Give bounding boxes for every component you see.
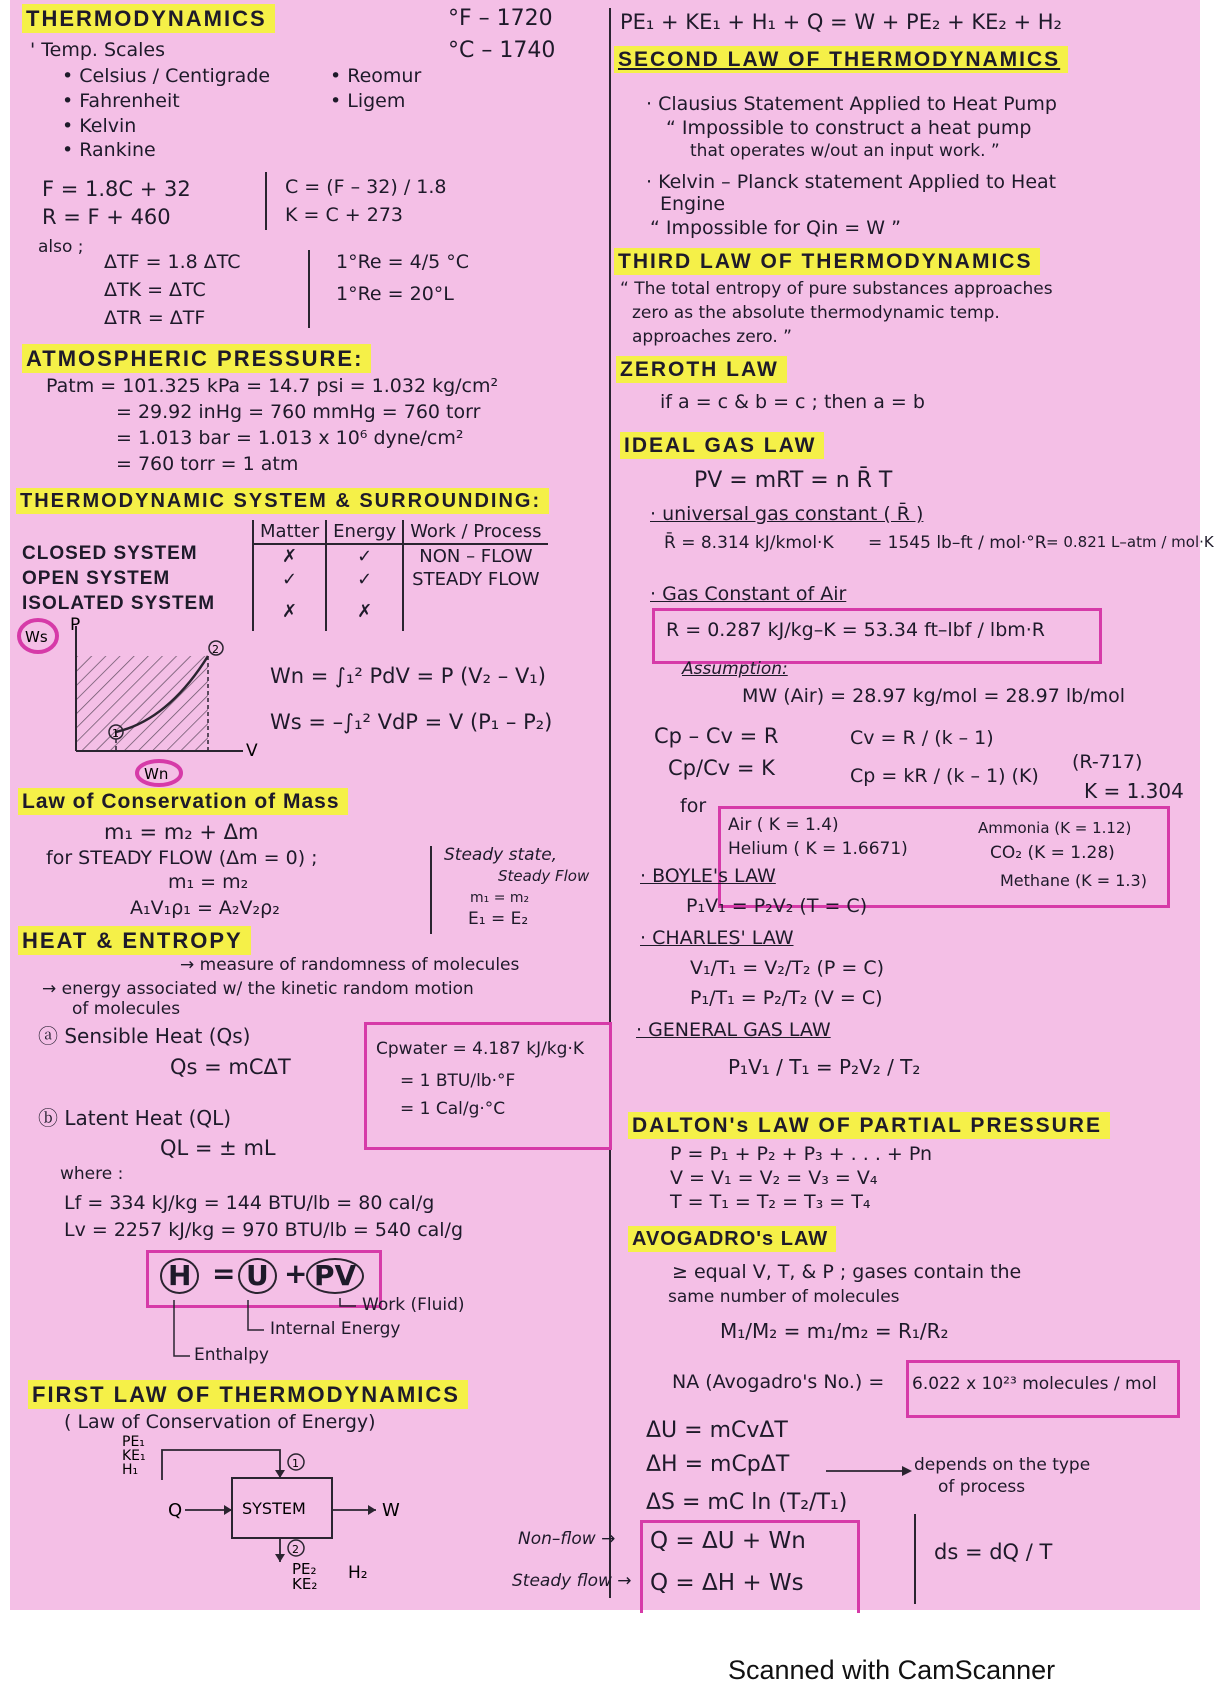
w-label: W xyxy=(382,1500,400,1521)
avogadro-number-label: NA (Avogadro's No.) = xyxy=(672,1371,885,1393)
cv-formula: Cv = R / (k – 1) xyxy=(850,727,994,749)
conv-f: F = 1.8C + 32 xyxy=(42,177,191,201)
where-label: where : xyxy=(60,1164,124,1184)
ws-area xyxy=(76,656,208,751)
c1740: °C – 1740 xyxy=(448,38,556,63)
ws-label: Ws xyxy=(25,628,48,646)
system-table xyxy=(252,520,548,631)
table-cell: ✗ xyxy=(326,591,403,631)
gas-constant-air-label: · Gas Constant of Air xyxy=(650,583,847,605)
outlet-2-label: 2 xyxy=(292,1543,299,1556)
dalton-t: T = T₁ = T₂ = T₃ = T₄ xyxy=(670,1191,871,1213)
table-cell: ✓ xyxy=(326,544,403,568)
scale-kelvin: • Kelvin xyxy=(62,115,137,137)
cp-over-cv: Cp/Cv = K xyxy=(668,756,775,780)
column-divider xyxy=(609,8,611,1598)
r-air: R = 0.287 kJ/kg–K = 53.34 ft–lbf / lbm·R xyxy=(666,619,1045,641)
avogadro-number: 6.022 x 10²³ molecules / mol xyxy=(912,1374,1157,1394)
system-title: THERMODYNAMIC SYSTEM & SURROUNDING: xyxy=(16,488,549,514)
boyles-law-eq: P₁V₁ = P₂V₂ (T = C) xyxy=(686,895,868,917)
avogadro-ratio: M₁/M₂ = m₁/m₂ = R₁/R₂ xyxy=(720,1319,949,1343)
scanner-watermark: Scanned with CamScanner xyxy=(728,1655,1056,1685)
th-work: Work / Process xyxy=(403,520,547,544)
ke1-label: KE₁ xyxy=(122,1448,146,1464)
u-symbol: U xyxy=(238,1258,277,1294)
zeroth-law: if a = c & b = c ; then a = b xyxy=(660,391,925,413)
table-cell: ✓ xyxy=(253,568,326,591)
steady-note-3: m₁ = m₂ xyxy=(470,890,530,906)
r-universal-1: R̄ = 8.314 kJ/kmol·K xyxy=(664,533,834,553)
table-cell: ✗ xyxy=(253,591,326,631)
closed-system: CLOSED SYSTEM xyxy=(22,543,198,564)
delta-h: ΔH = mCpΔT xyxy=(646,1452,790,1477)
pe1-label: PE₁ xyxy=(122,1434,145,1450)
pe2-label: PE₂ xyxy=(292,1560,317,1578)
reo-l: 1°Re = 20°L xyxy=(336,283,454,305)
conv-k: K = C + 273 xyxy=(285,204,403,226)
general-gas-label: · GENERAL GAS LAW xyxy=(636,1019,831,1041)
conv-separator xyxy=(265,172,267,230)
entropy-separator xyxy=(914,1514,916,1604)
title-thermodynamics: THERMODYNAMICS xyxy=(22,4,275,33)
h-equals: = xyxy=(212,1257,236,1290)
general-gas-eq: P₁V₁ / T₁ = P₂V₂ / T₂ xyxy=(728,1055,921,1079)
r717-label: (R-717) xyxy=(1072,751,1143,773)
note-internal-energy: Internal Energy xyxy=(270,1319,401,1339)
wn-equation: Wn = ∫₁² PdV = P (V₂ – V₁) xyxy=(270,664,546,688)
table-cell: ✓ xyxy=(326,568,403,591)
scale-rankine: • Rankine xyxy=(62,139,156,161)
k-ammonia: Ammonia (K = 1.12) xyxy=(978,819,1132,837)
scale-ligem: • Ligem xyxy=(330,90,406,112)
cp-water-2: = 1 BTU/lb·°F xyxy=(400,1071,516,1091)
h-plus: + xyxy=(284,1257,308,1290)
wn-label: Wn xyxy=(144,765,169,783)
th-matter: Matter xyxy=(253,520,326,544)
avogadro-title: AVOGADRO's LAW xyxy=(628,1226,836,1252)
k-helium: Helium ( K = 1.6671) xyxy=(728,839,908,859)
assumption-label: Assumption: xyxy=(682,659,788,679)
boyles-law-label: · BOYLE's LAW xyxy=(640,865,776,887)
note-enthalpy: Enthalpy xyxy=(194,1345,269,1365)
temp-scales-label: ' Temp. Scales xyxy=(30,39,165,61)
charles-law-eq-1: V₁/T₁ = V₂/T₂ (P = C) xyxy=(690,957,885,979)
sensible-heat-label: ⓐ Sensible Heat (Qs) xyxy=(38,1024,251,1048)
delta-separator xyxy=(308,250,310,328)
reo-c: 1°Re = 4/5 °C xyxy=(336,251,470,273)
cp-formula: Cp = kR / (k – 1) (K) xyxy=(850,765,1039,787)
q-steady-flow: Q = ΔH + Ws xyxy=(650,1570,804,1596)
patm-line-2: = 29.92 inHg = 760 mmHg = 760 torr xyxy=(116,401,481,423)
th-energy: Energy xyxy=(326,520,403,544)
k-air: Air ( K = 1.4) xyxy=(728,815,839,835)
table-cell: STEADY FLOW xyxy=(412,569,540,590)
avogadro-2: same number of molecules xyxy=(668,1287,900,1307)
patm-line-3: = 1.013 bar = 1.013 x 10⁶ dyne/cm² xyxy=(116,427,464,449)
steady-note-4: E₁ = E₂ xyxy=(468,909,529,929)
steady-separator xyxy=(430,846,432,934)
third-quote-3: approaches zero. ” xyxy=(632,327,792,347)
r-universal-2: = 1545 lb–ft / mol·°R xyxy=(868,533,1047,553)
steady-flow-label: Steady flow → xyxy=(512,1571,632,1591)
non-flow-label: Non–flow → xyxy=(518,1529,616,1549)
depends-1: depends on the type xyxy=(914,1455,1091,1475)
dalton-p: P = P₁ + P₂ + P₃ + . . . + Pn xyxy=(670,1143,933,1165)
cp-water-1: Cpwater = 4.187 kJ/kg·K xyxy=(376,1039,584,1059)
ideal-gas-title: IDEAL GAS LAW xyxy=(620,432,824,459)
q-label: Q xyxy=(168,1500,183,1521)
second-law-title: SECOND LAW OF THERMODYNAMICS xyxy=(614,46,1068,73)
table-cell: NON – FLOW xyxy=(419,546,533,567)
ugc-label: · universal gas constant ( R̄ ) xyxy=(650,503,924,525)
ds-dq: ds = dQ / T xyxy=(934,1540,1053,1564)
dalton-v: V = V₁ = V₂ = V₃ = V₄ xyxy=(670,1167,878,1189)
patm-line-4: = 760 torr = 1 atm xyxy=(116,453,299,475)
isolated-system: ISOLATED SYSTEM xyxy=(22,593,216,614)
scale-reomur: • Reomur xyxy=(330,65,422,87)
k-1304: K = 1.304 xyxy=(1084,779,1184,803)
steady-note-2: Steady Flow xyxy=(498,867,590,885)
clausius-quote-1: “ Impossible to construct a heat pump xyxy=(666,117,1032,139)
open-system: OPEN SYSTEM xyxy=(22,568,171,589)
h1-label: H₁ xyxy=(122,1462,139,1478)
clausius-quote-2: that operates w/out an input work. ” xyxy=(690,141,1000,161)
point-1-label: 1 xyxy=(112,727,119,740)
energy-balance-eq: PE₁ + KE₁ + H₁ + Q = W + PE₂ + KE₂ + H₂ xyxy=(620,10,1062,34)
third-law-title: THIRD LAW OF THERMODYNAMICS xyxy=(614,248,1040,275)
r-universal-3: = 0.821 L–atm / mol·K xyxy=(1046,533,1214,551)
scale-celsius: • Celsius / Centigrade xyxy=(62,65,271,87)
delta-u: ΔU = mCvΔT xyxy=(646,1418,788,1443)
lv-values: Lv = 2257 kJ/kg = 970 BTU/lb = 540 cal/g xyxy=(64,1219,464,1241)
clausius-statement: · Clausius Statement Applied to Heat Pump xyxy=(646,93,1057,115)
table-cell xyxy=(403,591,547,631)
note-work-fluid: Work (Fluid) xyxy=(362,1295,465,1315)
delta-tf: ΔTF = 1.8 ΔTC xyxy=(104,251,241,273)
also-label: also ; xyxy=(38,237,84,257)
lf-values: Lf = 334 kJ/kg = 144 BTU/lb = 80 cal/g xyxy=(64,1192,435,1214)
mass-title: Law of Conservation of Mass xyxy=(18,788,348,815)
h-symbol: H xyxy=(160,1258,199,1294)
mass-steady-flow: for STEADY FLOW (Δm = 0) ; xyxy=(46,847,318,869)
mass-eq-2: m₁ = m₂ xyxy=(168,871,249,893)
cp-minus-cv: Cp – Cv = R xyxy=(654,724,779,748)
atm-pressure-title: ATMOSPHERIC PRESSURE: xyxy=(22,344,371,373)
system-box-label: SYSTEM xyxy=(242,1499,306,1518)
q-non-flow: Q = ΔU + Wn xyxy=(650,1528,806,1554)
kelvin-statement: · Kelvin – Planck statement Applied to Heat xyxy=(646,171,1057,193)
delta-s: ΔS = mC ln (T₂/T₁) xyxy=(646,1490,848,1515)
delta-tr: ΔTR = ΔTF xyxy=(104,307,206,329)
avogadro-1: ≥ equal V, T, & P ; gases contain the xyxy=(672,1261,1022,1283)
mass-eq-1: m₁ = m₂ + Δm xyxy=(104,820,259,844)
depends-2: of process xyxy=(938,1477,1026,1497)
mass-eq-3: A₁V₁ρ₁ = A₂V₂ρ₂ xyxy=(130,897,280,919)
ke2-label: KE₂ xyxy=(292,1575,318,1593)
ql-equation: QL = ± mL xyxy=(160,1136,276,1160)
kelvin-quote: “ Impossible for Qin = W ” xyxy=(650,217,901,239)
point-2-label: 2 xyxy=(212,643,219,656)
system-diagram xyxy=(122,1434,470,1593)
for-label: for xyxy=(680,795,707,817)
cp-water-3: = 1 Cal/g·°C xyxy=(400,1099,506,1119)
pv-diagram xyxy=(18,616,268,786)
steady-note-1: Steady state, xyxy=(444,845,558,865)
h2-label: H₂ xyxy=(348,1563,368,1583)
third-quote-1: “ The total entropy of pure substances approaches xyxy=(620,279,1053,299)
k-methane: Methane (K = 1.3) xyxy=(1000,871,1147,890)
patm-line-1: Patm = 101.325 kPa = 14.7 psi = 1.032 kg/cm² xyxy=(46,375,499,397)
ws-equation: Ws = –∫₁² VdP = V (P₁ – P₂) xyxy=(270,710,553,734)
dalton-title: DALTON's LAW OF PARTIAL PRESSURE xyxy=(628,1112,1110,1139)
mw-air: MW (Air) = 28.97 kg/mol = 28.97 lb/mol xyxy=(742,685,1126,707)
delta-tk: ΔTK = ΔTC xyxy=(104,279,206,301)
heat-note-2: → energy associated w/ the kinetic random motion xyxy=(42,979,474,999)
kelvin-statement-2: Engine xyxy=(660,193,726,215)
heat-note-1: → measure of randomness of molecules xyxy=(180,955,520,975)
pv-mrt: PV = mRT = n R̄ T xyxy=(694,468,893,493)
conv-c: C = (F – 32) / 1.8 xyxy=(285,176,447,198)
heat-note-3: of molecules xyxy=(72,999,181,1019)
qs-equation: Qs = mCΔT xyxy=(170,1055,291,1079)
zeroth-law-title: ZEROTH LAW xyxy=(616,356,787,383)
k-co2: CO₂ (K = 1.28) xyxy=(990,843,1115,863)
latent-heat-label: ⓑ Latent Heat (QL) xyxy=(38,1106,232,1130)
v-axis-label: V xyxy=(246,741,258,761)
scale-fahrenheit: • Fahrenheit xyxy=(62,90,180,112)
charles-law-label: · CHARLES' LAW xyxy=(640,927,794,949)
conv-r: R = F + 460 xyxy=(42,205,171,229)
first-law-title: FIRST LAW OF THERMODYNAMICS xyxy=(28,1380,468,1409)
first-law-subtitle: ( Law of Conservation of Energy) xyxy=(64,1411,376,1433)
f1720: °F – 1720 xyxy=(448,6,553,31)
depends-arrow xyxy=(826,1464,916,1478)
table-cell: ✗ xyxy=(253,544,326,568)
pv-symbol: PV xyxy=(306,1258,364,1294)
p-axis-label: P xyxy=(70,615,81,635)
charles-law-eq-2: P₁/T₁ = P₂/T₂ (V = C) xyxy=(690,987,883,1009)
inlet-1-label: 1 xyxy=(292,1457,299,1470)
heat-entropy-title: HEAT & ENTROPY xyxy=(18,926,251,955)
third-quote-2: zero as the absolute thermodynamic temp. xyxy=(632,303,1000,323)
